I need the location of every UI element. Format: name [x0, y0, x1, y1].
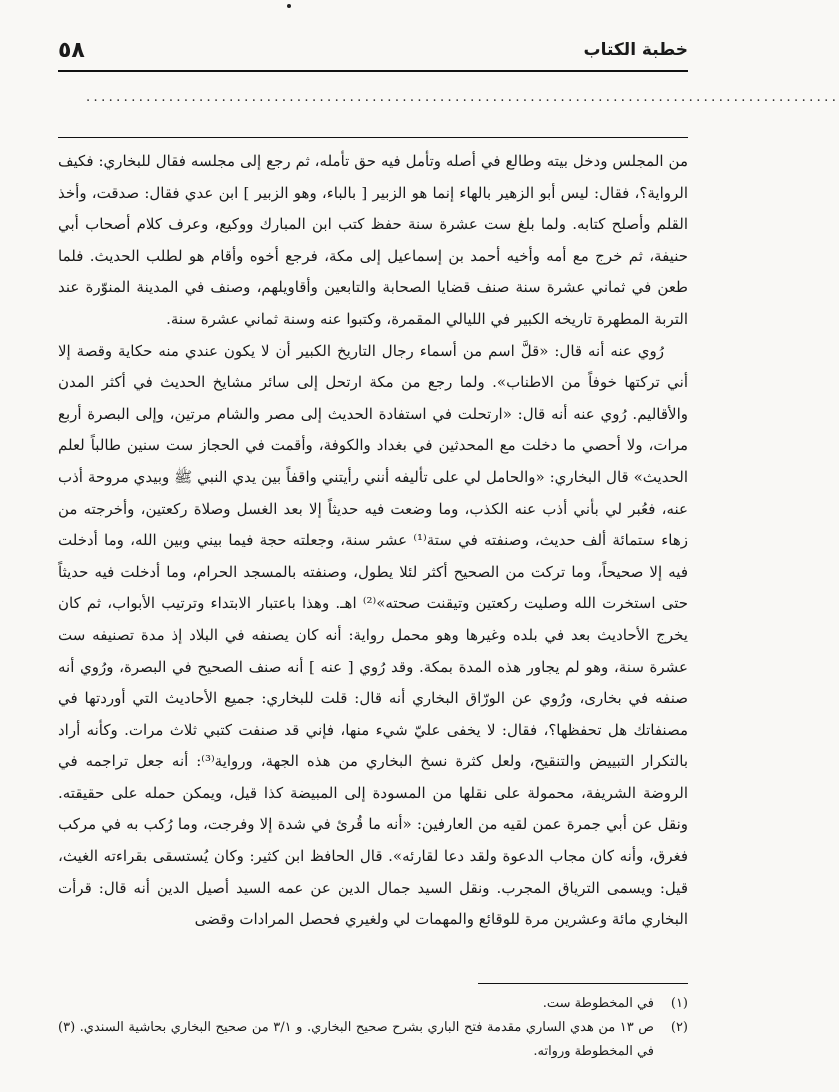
footnote-text: في المخطوطة ست.	[542, 996, 654, 1011]
footnote-text: ص ١٣ من هدي الساري مقدمة فتح الباري بشرح صحيح البخاري. و ٣/١ من صحيح البخاري بحاشية السندي. (٣) في المخطوطة ورواته.	[58, 1020, 654, 1059]
dotted-separator: ....................................................................................................	[86, 90, 839, 105]
page-number: ٥٨	[58, 38, 85, 63]
body-top-rule	[58, 137, 688, 138]
running-title: خطبة الكتاب	[583, 40, 688, 60]
footnote-number: (١)	[670, 996, 688, 1011]
footnote-number: (٢)	[670, 1020, 688, 1035]
scan-dot-mark	[287, 4, 291, 8]
footnote-item	[58, 1016, 688, 1064]
header-rule	[58, 70, 688, 72]
footnote-item	[58, 992, 688, 1016]
paragraph: رُوي عنه أنه قال: «قلَّ اسم من أسماء رجال التاريخ الكبير أن لا يكون عندي منه حكاية وقصة إلا أني تركتها خوفاً من الاطناب». ولما رجع من مكة ارتحل إلى سائر مشايخ الحديث في أكثر المدن والأقاليم. رُوي عنه أنه قال: «ارتحلت في استفادة الحديث إلى مصر والشام مرتين، وإلى البصرة أربع مرات، ولا أحصي ما دخلت مع المحدثين في بغداد والكوفة، وأقمت في الحجاز ست سنين طالباً لعلم الحديث» قال البخاري: «والحامل لي على تأليفه أنني رأيتني واقفاً بين يدي النبي ﷺ وبيدي مروحة أذب عنه، فعُبر لي بأني أذب عنه الكذب، وما وضعت فيه حديثاً إلا بعد الغسل وصلاة ركعتين، وأخرجته من زهاء ستمائة ألف حديث، وصنفته في ستة⁽¹⁾ عشر سنة، وجعلته حجة فيما بيني وبين الله، وما أدخلت فيه إلا صحيحاً، وما تركت من الصحيح أكثر لئلا يطول، وصنفته بالمسجد الحرام، وما أدخلت فيه حديثاً حتى استخرت الله وصليت ركعتين وتيقنت صحته»⁽²⁾ اهـ. وهذا باعتبار الابتداء وترتيب الأبواب، ثم كان يخرج الأحاديث بعد في بلده وغيرها وهو محمل رواية: أنه كان يصنفه في البلاد إذ مدة تصنيفه ست عشرة سنة، وهو لم يجاور هذه المدة بمكة. وقد رُوي [ عنه ] أنه صنف الصحيح في البصرة، ورُوي أنه صنفه في بخارى، ورُوي عن الورّاق البخاري أنه قال: قلت للبخاري: جميع الأحاديث التي أوردتها في مصنفاتك هل تحفظها؟، فقال: لا يخفى عليّ شيء منها، فإني قد صنفت كتبي ثلاث مرات. وكأنه أراد بالتكرار التبييض والتنقيح، ولعل كثرة نسخ البخاري من هذه الجهة، ورواية⁽³⁾: أنه جعل تراجمه في الروضة الشريفة، محمولة على نقلها من المسودة إلى المبيضة كذا قيل، ويمكن حمله على حقيقته. ونقل عن أبي جمرة عمن لقيه من العارفين: «أنه ما قُرئ في شدة إلا وفرجت، وما رُكب به في مركب فغرق، وأنه كان مجاب الدعوة ولقد دعا لقارئه». قال الحافظ ابن كثير: وكان يُستسقى بقراءته الغيث، قيل: ويسمى الترياق المجرب. ونقل السيد جمال الدين عن عمه السيد أصيل الدين أنه قال: قرأت البخاري مائة وعشرين مرة للوقائع والمهمات لي ولغيري فحصل المرادات وقضى	[58, 341, 688, 929]
running-header	[58, 38, 688, 74]
body-text	[58, 146, 688, 936]
paragraph: من المجلس ودخل بيته وطالع في أصله وتأمل فيه حق تأمله، ثم رجع إلى مجلسه فقال للبخاري: فكيف الرواية؟، فقال: ليس أبو الزهير بالهاء إنما هو الزبير [ بالباء، وهو الزبير ] ابن عدي فقال: صدقت، وأخذ القلم وأصلح كتابه. ولما بلغ ست عشرة سنة حفظ كتب ابن المبارك ووكيع، وعرف كلام أصحاب أبي حنيفة، ثم خرج مع أمه وأخيه أحمد بن إسماعيل إلى مكة، فرجع أخوه وأقام هو لطلب الحديث. فلما طعن في ثماني عشرة سنة صنف قضايا الصحابة والتابعين وأقاويلهم، وصنف في المدينة المنوّرة عند التربة المطهرة تاريخه الكبير في الليالي المقمرة، وكتبوا عنه وسنة ثماني عشرة سنة.	[58, 152, 688, 328]
footnotes	[58, 992, 688, 1064]
footnote-rule	[478, 983, 688, 984]
